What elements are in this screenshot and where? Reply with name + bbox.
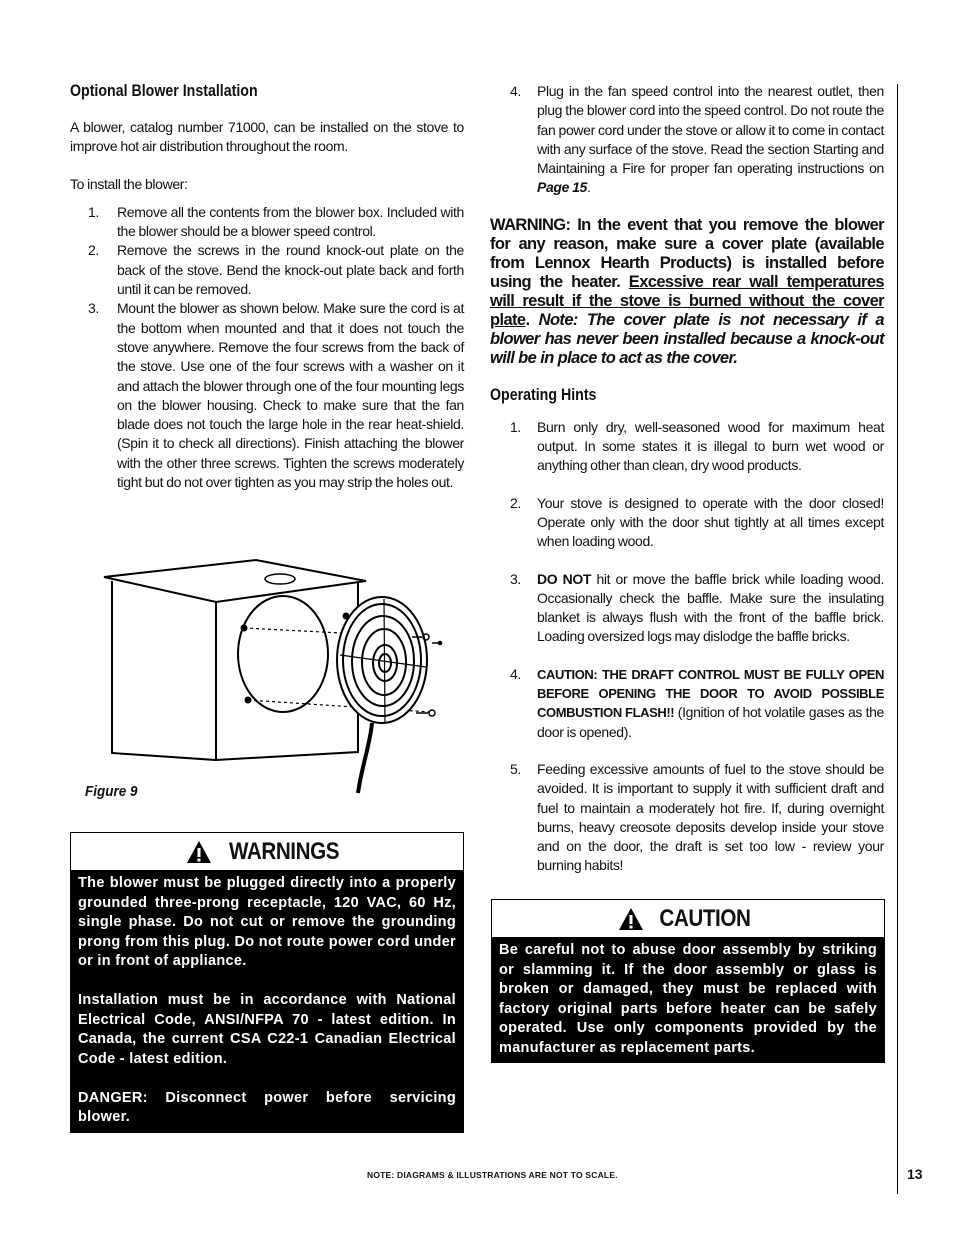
warnings-title: WARNINGS bbox=[228, 837, 340, 865]
hint-item: 2. Your stove is designed to operate with the door closed! Operate only with the door shut tightly at all times except when loading wood. bbox=[510, 494, 884, 550]
caution-title: CAUTION bbox=[659, 904, 751, 932]
figure-caption: Figure 9 bbox=[85, 783, 138, 800]
page-number: 13 bbox=[907, 1166, 923, 1182]
install-step: 4. Plug in the fan speed control into the nearest outlet, then plug the blower cord into the speed control. Do not route the fan power cord under the stove or allow it to come in contact with any surface of the stove. Read the section Starting and Maintaining a Fire for proper fan operating instructions on Page 15. bbox=[510, 83, 884, 196]
hint-item: 4. CAUTION: THE DRAFT CONTROL MUST BE FULLY OPEN BEFORE OPENING THE DOOR TO AVOID POSSIBLE COMBUSTION FLASH!! (Ignition of hot volatile gases as the door is opened). bbox=[510, 665, 884, 740]
right-column bbox=[490, 82, 884, 876]
column-rule bbox=[897, 84, 898, 1194]
install-step-4 bbox=[490, 82, 884, 198]
hint-item: 3. DO NOT hit or move the baffle brick while loading wood. Occasionally check the baffle. Make sure the insulating blanket is always flush with the front of the baffle brick. Loading oversized logs may dislodge the baffle bricks. bbox=[510, 570, 884, 645]
operating-hints-list bbox=[490, 418, 884, 876]
hint-item: 1. Burn only dry, well-seasoned wood for maximum heat output. In some states it is illegal to burn wet wood or anything other than clean, dry wood products. bbox=[510, 418, 884, 474]
operating-hints-heading: Operating Hints bbox=[490, 385, 597, 404]
install-lead: To install the blower: bbox=[70, 175, 188, 192]
footer-note: NOTE: DIAGRAMS & ILLUSTRATIONS ARE NOT TO SCALE. bbox=[367, 1170, 618, 1180]
page-reference: Page 15 bbox=[537, 179, 587, 196]
left-column bbox=[70, 82, 464, 492]
caution-header bbox=[492, 900, 884, 937]
warnings-paragraph: Installation must be in accordance with National Electrical Code, ANSI/NFPA 70 - latest edition. In Canada, the current CSA C22-1 Canadian Electrical Code - latest edition. bbox=[78, 992, 456, 1067]
warnings-box bbox=[70, 832, 464, 1133]
warning-triangle-icon bbox=[618, 907, 644, 931]
install-step: 1. Remove all the contents from the blower box. Included with the blower should be a blower speed control. bbox=[88, 203, 464, 240]
warning-triangle-icon bbox=[186, 840, 212, 864]
caution-text: Be careful not to abuse door assembly by striking or slamming it. If the door assembly or glass is broken or damaged, they must be replaced with factory original parts before heater can be safely operated. Use only components provided by the manufacturer as replacement parts. bbox=[499, 942, 877, 1056]
cover-plate-warning: WARNING: In the event that you remove the blower for any reason, make sure a cover plate (available from Lennox Hearth Products) is installed before using the heater. Excessive rear wall temperatures will result if the stove is burned without the cover plate. Note: The cover plate is not necessary if a blower has never been installed because a knock-out will be in place to act as the cover. bbox=[490, 215, 884, 367]
warnings-paragraph: The blower must be plugged directly into a properly grounded three-prong receptacle, 120 VAC, 60 Hz, single phase. Do not cut or remove the grounding prong from this plug. Do not route power cord under or in front of appliance. bbox=[78, 875, 456, 969]
warnings-header bbox=[71, 833, 463, 870]
warnings-body bbox=[71, 870, 463, 1132]
hint-item: 5. Feeding excessive amounts of fuel to the stove should be avoided. It is important to supply it with sufficient draft and fuel to maintain a moderately hot fire. If, during overnight burns, heavy creosote deposits develop inside your stove and on the door, the draft is set too low - review your burning habits! bbox=[510, 760, 884, 874]
blower-intro: A blower, catalog number 71000, can be installed on the stove to improve hot air distribution throughout the room. bbox=[70, 119, 464, 155]
install-step: 3. Mount the blower as shown below. Make sure the cord is at the bottom when mounted and that it does not touch the stove anywhere. Remove the four screws from the back of the stove. Use one of the four screws with a washer on it and attach the blower through one of the four mounting legs on the blower housing. Check to make sure that the fan blade does not touch the large hole in the rear heat-shield. (Spin it to check all directions). Finish attaching the blower with the other three screws. Tighten the screws moderately tight but do not over tighten as you may strip the holes out. bbox=[88, 300, 464, 491]
install-step: 2. Remove the screws in the round knock-out plate on the back of the stove. Bend the knock-out plate back and forth until it can be removed. bbox=[88, 242, 464, 298]
caution-box bbox=[491, 899, 885, 1063]
blower-figure bbox=[100, 555, 450, 795]
caution-body bbox=[492, 937, 884, 1062]
warnings-paragraph: DANGER: Disconnect power before servicing blower. bbox=[78, 1089, 456, 1125]
blower-installation-heading: Optional Blower Installation bbox=[70, 82, 258, 100]
install-steps bbox=[70, 203, 464, 492]
